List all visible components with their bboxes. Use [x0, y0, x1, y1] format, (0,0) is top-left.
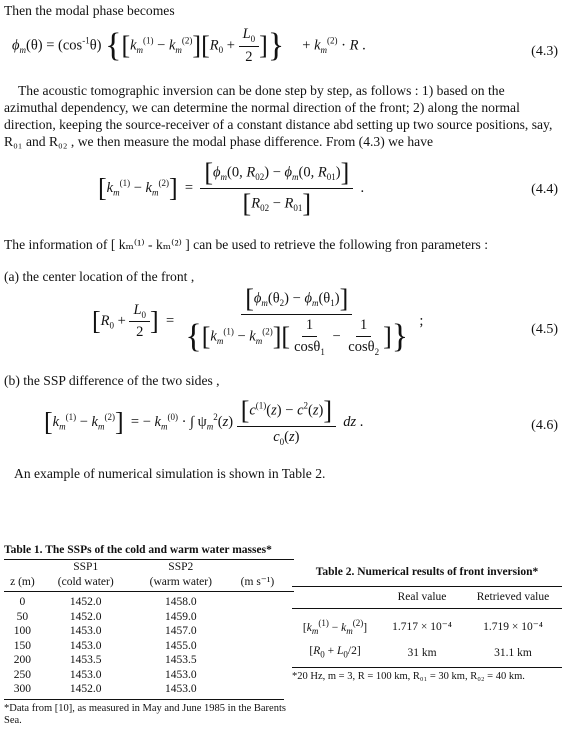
- cell-ssp2: 1458.0: [164, 596, 197, 608]
- cell-ssp2: 1455.0: [164, 639, 197, 652]
- table-2-caption: Table 2. Numerical results of front inversion*: [315, 566, 539, 578]
- table-1-footnote: *Data from [10], as measured in May and June 1985 in the Barents Sea.: [4, 702, 286, 726]
- table-1-header-ssp2-sub: (warm water): [149, 575, 212, 588]
- cell-real-value: 1.717 × 10⁻⁴: [392, 621, 452, 634]
- table-row: [292, 641, 560, 664]
- equation-4-3: $\phi_m(\theta) = (\cos^{-1}\theta) \{[k_m^{(1)} - k_m^{(2)}][R_0$ + $\frac{L_0}{2}$ ]} + $k_m^{(2)} \cdot R$ .: [12, 26, 366, 65]
- cell-ssp2: 1453.0: [164, 683, 197, 695]
- table-row: [4, 668, 284, 683]
- cell-ssp1: 1452.0: [69, 610, 102, 623]
- cell-depth: 150: [13, 639, 32, 652]
- table-row: [4, 595, 284, 610]
- table-row: [4, 639, 284, 654]
- cell-ssp2: 1453.5: [164, 654, 197, 666]
- paragraph-center-location: (a) the center location of the front ,: [4, 269, 195, 284]
- cell-ssp1: 1453.0: [69, 639, 102, 652]
- table-row: [4, 653, 284, 668]
- cell-depth: 200: [13, 654, 32, 666]
- table-row: [4, 682, 284, 697]
- cell-real-value: 31 km: [407, 646, 437, 659]
- table-row: [4, 610, 284, 625]
- paragraph-information: The information of [ kₘ⁽¹⁾ - kₘ⁽²⁾ ] can be used to retrieve the following fron parameters :: [4, 237, 488, 252]
- table-1-header-unit: (m s⁻¹): [240, 575, 275, 588]
- equation-4-4: $[k_m^{(1)} - k_m^{(2)}]$ = $\frac{[\phi_m(0, R_{02}) - \phi_m(0, R_{01})]}{[R_{02} - R_{01}]}$ .: [98, 158, 365, 218]
- cell-ssp1: 1453.5: [69, 654, 102, 666]
- equation-4-6: $[k_m^{(1)} - k_m^{(2)}]$ = − $k_m^{(0)}$ · ∫ $\psi_m^2(z)$ $\frac{[c^{(1)}(z) - c^2(z)]}{c_0(z)}$ dz .: [44, 396, 364, 447]
- paragraph-inversion: The acoustic tomographic inversion can be done step by step, as follows : 1) based on the azimuthal dependency, we can determine the normal direction of the front; 2) along the normal direction, keeping the source-receiver of a constant distance abd setting up two source positions, say, R₀₁ and R₀₂ , we then measure the modal phase difference. From (4.3) we have: [4, 83, 553, 149]
- cell-retrieved-value: 31.1 km: [494, 646, 532, 659]
- cell-depth: 250: [13, 668, 32, 681]
- table-1-header-ssp1-sub: (cold water): [57, 575, 114, 588]
- table-1-header-ssp1: SSP1: [73, 561, 99, 573]
- table-1-grid: [4, 560, 284, 589]
- table-1: [4, 544, 294, 727]
- cell-ssp2: 1459.0: [164, 610, 197, 623]
- table-row: [292, 613, 560, 641]
- table-1-header-ssp2: SSP2: [168, 561, 194, 573]
- cell-ssp2: 1457.0: [164, 625, 197, 637]
- equation-number: (4.5): [531, 322, 558, 337]
- cell-ssp1: 1453.0: [69, 625, 102, 637]
- cell-depth: 0: [19, 596, 26, 608]
- equation-number: (4.4): [531, 182, 558, 197]
- cell-ssp1: 1452.0: [69, 596, 102, 608]
- cell-retrieved-value: 1.719 × 10⁻⁴: [483, 621, 543, 634]
- table-row: [4, 624, 284, 639]
- paragraph-example: An example of numerical simulation is shown in Table 2.: [14, 466, 326, 481]
- cell-ssp1: 1453.0: [69, 668, 102, 681]
- equation-number: (4.6): [531, 418, 558, 433]
- table-2-footnote: *20 Hz, m = 3, R = 100 km, R₀₁ = 30 km, R₀₂ = 40 km.: [292, 671, 525, 683]
- cell-ssp2: 1453.0: [164, 668, 197, 681]
- row-label-front-center: $[R_0 + L_0/2]$: [309, 645, 361, 660]
- table-2-grid: [292, 587, 560, 607]
- table-1-body: [4, 595, 284, 697]
- paragraph-intro: Then the modal phase becomes: [4, 3, 175, 18]
- table-2-header-retrieved: Retrieved value: [476, 591, 550, 603]
- row-label-wavenumber-difference: $[k_m^{(1)} - k_m^{(2)}]$: [302, 618, 368, 637]
- table-1-caption: Table 1. The SSPs of the cold and warm water masses*: [4, 544, 272, 556]
- paragraph-ssp-difference: (b) the SSP difference of the two sides ,: [4, 373, 220, 388]
- equation-number: (4.3): [531, 44, 558, 59]
- cell-depth: 50: [16, 610, 29, 623]
- table-2: [292, 566, 562, 682]
- equation-4-5: [$R_0$ + $\frac{L_0}{2}$ ] = $[\phi_m(\theta_2) - \phi_m(\theta_1)]$ {$[k_m^{(1)} - k_m^{(2)}]$[ $\frac{1}{\cos\theta_1}$ − $\frac{1}{\cos\theta_2}$ ]} ;: [92, 284, 424, 357]
- cell-depth: 300: [13, 683, 32, 695]
- table-2-body: [292, 613, 560, 664]
- table-1-header-z: z (m): [10, 575, 35, 588]
- cell-depth: 100: [13, 625, 32, 637]
- cell-ssp1: 1452.0: [69, 683, 102, 695]
- table-2-header-real: Real value: [397, 591, 447, 603]
